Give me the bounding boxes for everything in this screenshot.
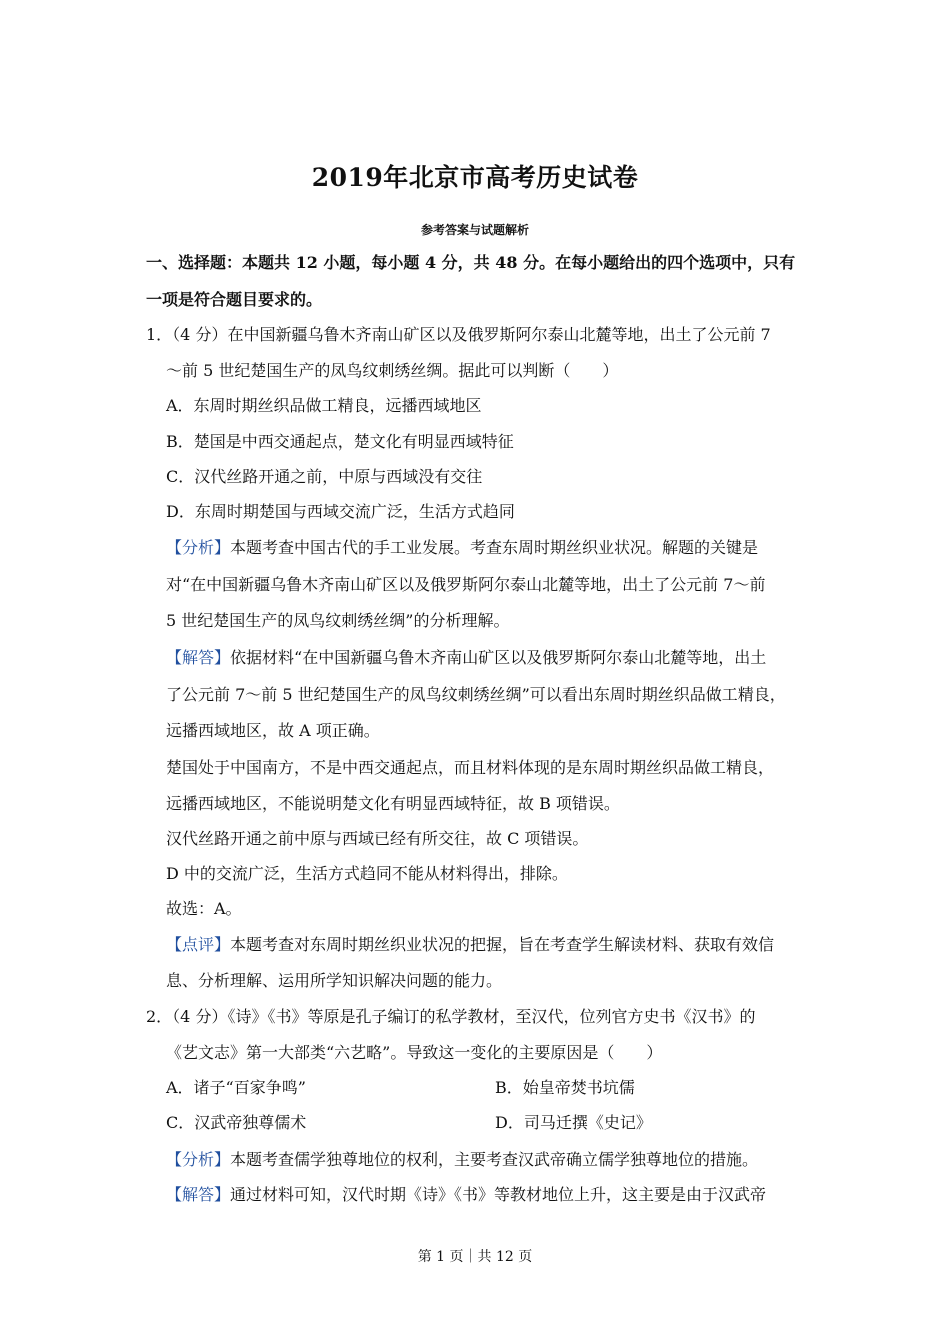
q1-analysis-line-3: 5 世纪楚国生产的凤鸟纹刺绣丝绸”的分析理解。 <box>166 611 510 630</box>
q1-answer-line-4: 楚国处于中国南方，不是中西交通起点，而且材料体现的是东周时期丝织品做工精良， <box>166 758 775 777</box>
q1-analysis-text-1: 本题考查中国古代的手工业发展。考查东周时期丝织业状况。解题的关键是 <box>230 538 759 557</box>
comment-tag: 【点评】 <box>166 935 231 954</box>
q2-option-b: B．始皇帝焚书坑儒 <box>495 1078 635 1097</box>
q1-option-d: D．东周时期楚国与西域交流广泛，生活方式趋同 <box>166 502 515 521</box>
q1-answer-line-2: 了公元前 7～前 5 世纪楚国生产的凤鸟纹刺绣丝绸”可以看出东周时期丝织品做工精良， <box>166 685 786 704</box>
q1-option-a: A．东周时期丝织品做工精良，远播西域地区 <box>166 396 482 415</box>
q2-analysis-text: 本题考查儒学独尊地位的权利，主要考查汉武帝确立儒学独尊地位的措施。 <box>230 1150 759 1169</box>
q1-option-b: B．楚国是中西交通起点，楚文化有明显西域特征 <box>166 432 514 451</box>
q2-analysis-line <box>166 1150 758 1170</box>
q2-answer-text: 通过材料可知，汉代时期《诗》《书》等教材地位上升，这主要是由于汉武帝 <box>230 1185 767 1204</box>
q1-stem-line-2: ～前 5 世纪楚国生产的凤鸟纹刺绣丝绸。据此可以判断（ ） <box>166 361 619 380</box>
q2-stem-line-2: 《艺文志》第一大部类“六艺略”。导致这一变化的主要原因是（ ） <box>166 1043 663 1062</box>
q2-option-a: A．诸子“百家争鸣” <box>166 1078 306 1097</box>
q1-comment-line-1 <box>166 935 774 955</box>
analysis-tag: 【分析】 <box>166 1150 231 1169</box>
answer-tag: 【解答】 <box>166 1185 231 1204</box>
q2-option-d: D．司马迁撰《史记》 <box>495 1113 652 1132</box>
page-title: 2019年北京市高考历史试卷 <box>311 163 639 192</box>
q1-answer-line-5: 远播西域地区，不能说明楚文化有明显西域特征，故 B 项错误。 <box>166 794 620 813</box>
page-footer: 第 1 页｜共 12 页 <box>417 1249 533 1265</box>
section-heading-line-1: 一、选择题：本题共 12 小题，每小题 4 分，共 48 分。在每小题给出的四个选项中，只有 <box>146 253 796 272</box>
analysis-tag: 【分析】 <box>166 538 231 557</box>
q1-answer-line-8: 故选：A。 <box>166 899 242 918</box>
q1-answer-line-7: D 中的交流广泛，生活方式趋同不能从材料得出，排除。 <box>166 864 568 883</box>
q1-answer-line-6: 汉代丝路开通之前中原与西域已经有所交往，故 C 项错误。 <box>166 829 589 848</box>
q1-answer-line-3: 远播西域地区，故 A 项正确。 <box>166 721 380 740</box>
q1-comment-line-2: 息、分析理解、运用所学知识解决问题的能力。 <box>166 971 503 990</box>
q1-answer-line-1 <box>166 648 766 668</box>
page-subtitle: 参考答案与试题解析 <box>420 223 529 237</box>
q1-stem-line-1: 1．（4 分）在中国新疆乌鲁木齐南山矿区以及俄罗斯阿尔泰山北麓等地，出土了公元前 7 <box>146 325 771 344</box>
section-heading-line-2: 一项是符合题目要求的。 <box>146 290 323 309</box>
q1-answer-text-1: 依据材料“在中国新疆乌鲁木齐南山矿区以及俄罗斯阿尔泰山北麓等地，出土 <box>230 648 767 667</box>
q1-analysis-line-2: 对“在中国新疆乌鲁木齐南山矿区以及俄罗斯阿尔泰山北麓等地，出土了公元前 7～前 <box>166 575 766 594</box>
q2-option-c: C．汉武帝独尊儒术 <box>166 1113 307 1132</box>
q1-comment-text-1: 本题考查对东周时期丝织业状况的把握，旨在考查学生解读材料、获取有效信 <box>230 935 775 954</box>
q1-option-c: C．汉代丝路开通之前，中原与西域没有交往 <box>166 467 483 486</box>
q2-answer-line <box>166 1185 766 1205</box>
answer-tag: 【解答】 <box>166 648 231 667</box>
q1-analysis-line-1 <box>166 538 758 558</box>
q2-stem-line-1: 2．（4 分）《诗》《书》等原是孔子编订的私学教材，至汉代，位列官方史书《汉书》的 <box>146 1007 756 1026</box>
